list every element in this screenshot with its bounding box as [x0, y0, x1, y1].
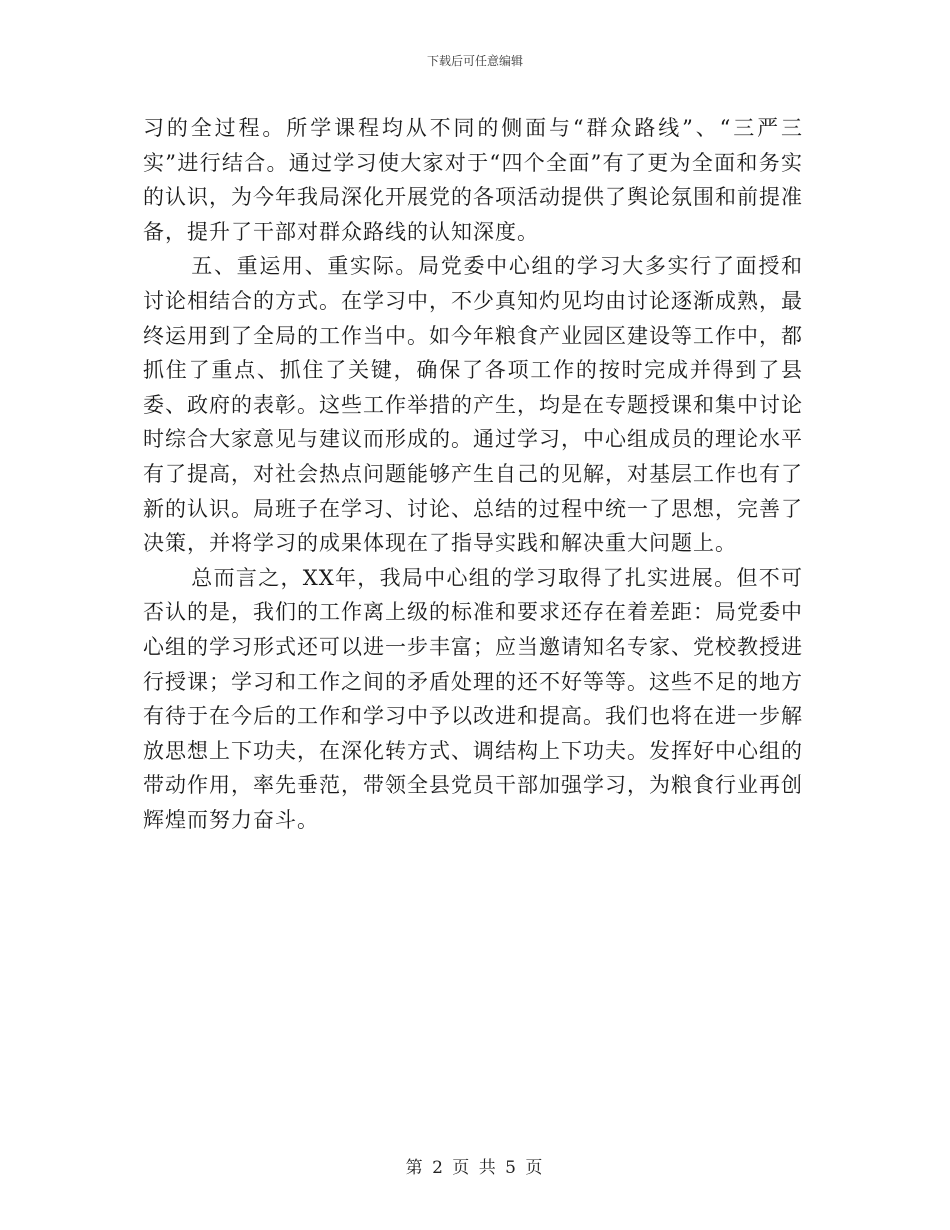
document-body [143, 111, 803, 837]
footer-suffix: 页 [525, 1158, 545, 1178]
page-header: 下载后可任意编辑 [426, 54, 523, 68]
paragraph-continued: 习的全过程。所学课程均从不同的侧面与“群众路线”、“三严三实”进行结合。通过学习使大家对于“四个全面”有了更为全面和务实的认识，为今年我局深化开展党的各项活动提供了舆论氛围和前提准备，提升了干部对群众路线的认知深度。 [143, 116, 803, 244]
paragraph-conclusion: 总而言之，XX年，我局中心组的学习取得了扎实进展。但不可否认的是，我们的工作离上级的标准和要求还存在着差距：局党委中心组的学习形式还可以进一步丰富；应当邀请知名专家、党校教授进行授课；学习和工作之间的矛盾处理的还不好等等。这些不足的地方有待于在今后的工作和学习中予以改进和提高。我们也将在进一步解放思想上下功夫，在深化转方式、调结构上下功夫。发挥好中心组的带动作用，率先垂范，带领全县党员干部加强学习，为粮食行业再创辉煌而努力奋斗。 [143, 565, 803, 832]
footer-middle: 页 共 [452, 1158, 498, 1178]
footer-page-number: 2 [432, 1158, 445, 1178]
paragraph-section-five: 五、重运用、重实际。局党委中心组的学习大多实行了面授和讨论相结合的方式。在学习中，不少真知灼见均由讨论逐渐成熟，最终运用到了全局的工作当中。如今年粮食产业园区建设等工作中，都抓住了重点、抓住了关键，确保了各项工作的按时完成并得到了县委、政府的表彰。这些工作举措的产生，均是在专题授课和集中讨论时综合大家意见与建议而形成的。通过学习，中心组成员的理论水平有了提高，对社会热点问题能够产生自己的见解，对基层工作也有了新的认识。局班子在学习、讨论、总结的过程中统一了思想，完善了决策，并将学习的成果体现在了指导实践和解决重大问题上。 [143, 254, 803, 556]
footer-prefix: 第 [405, 1158, 425, 1178]
footer-total-pages: 5 [505, 1158, 518, 1178]
page-footer [0, 1153, 950, 1178]
